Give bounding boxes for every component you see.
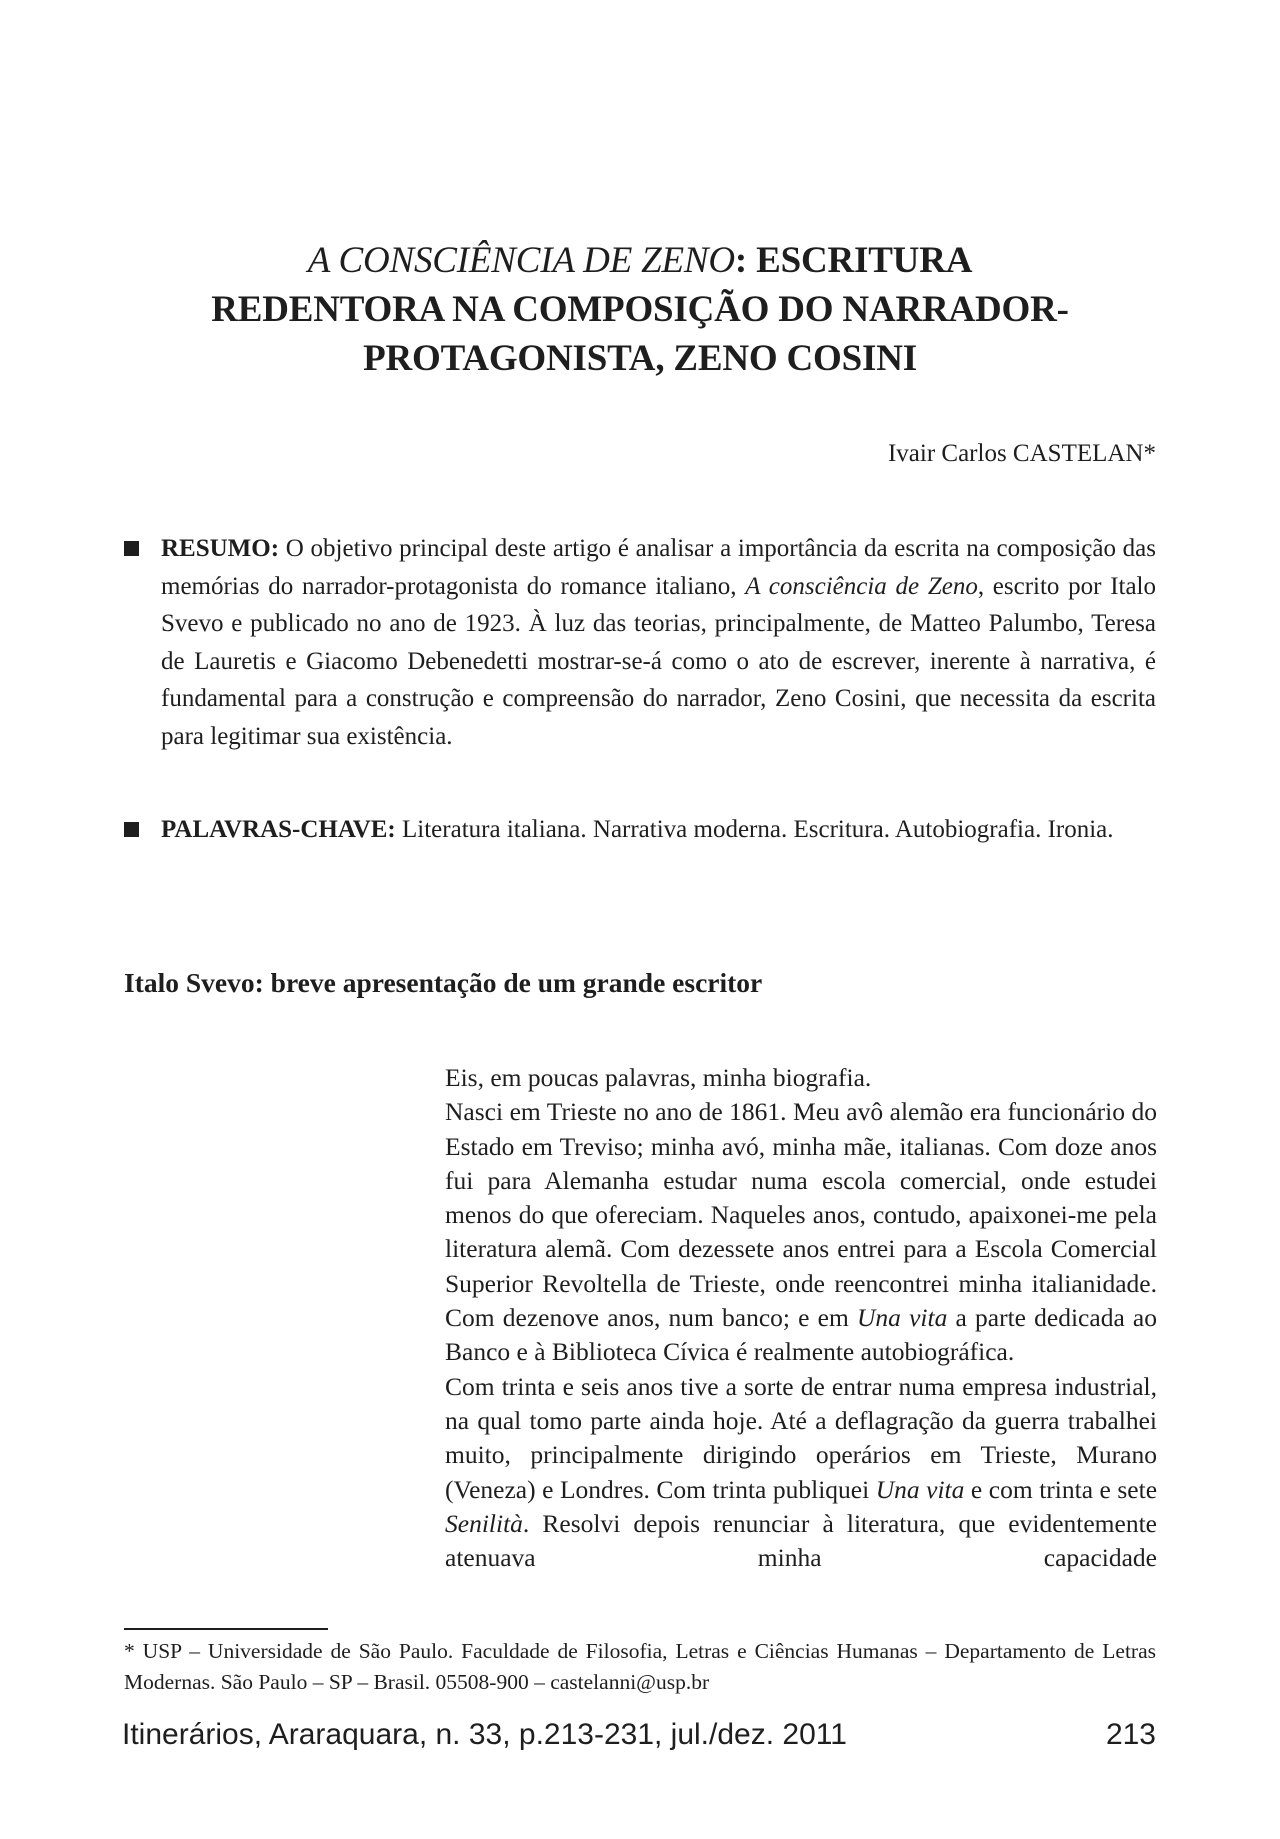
quote-p3-italic-1: Una vita — [875, 1474, 965, 1504]
abstract-italic-title: A consciência de Zeno — [745, 572, 978, 600]
quote-p3-text-b: e com trinta e sete — [964, 1474, 1158, 1504]
abstract-block — [124, 530, 1156, 755]
title-line-1 — [150, 236, 1130, 285]
page-number: 213 — [1105, 1718, 1156, 1751]
section-heading: Italo Svevo: breve apresentação de um grande escritor — [124, 967, 763, 998]
quote-p2-italic: Una vita — [857, 1303, 948, 1333]
quote-paragraph-3 — [445, 1370, 1157, 1576]
square-bullet-icon — [124, 822, 139, 837]
title-line-2: REDENTORA NA COMPOSIÇÃO DO NARRADOR- — [211, 289, 1069, 330]
keywords-block — [124, 811, 1156, 849]
footnote: * USP – Universidade de São Paulo. Faculdade de Filosofia, Letras e Ciências Humanas – Departamento de Letras Modernas. São Paulo – SP – Brasil. 05508-900 – castelanni@usp.br — [124, 1639, 1156, 1694]
quote-paragraph-2 — [445, 1095, 1157, 1369]
author-name: Ivair Carlos CASTELAN* — [887, 440, 1156, 467]
abstract-text-2: , escrito por Italo Svevo e publicado no ano de 1923. À luz das teorias, principalmente, de Matteo Palumbo, Teresa de Lauretis e Giacomo Debenedetti mostrar-se-á como o ato de escrever, inerente à narrativa, é fundamental para a construção e compreensão do narrador, Zeno Cosini, que necessita da escrita para legitimar sua existência. — [161, 572, 1157, 750]
keywords-label: PALAVRAS-CHAVE: — [161, 816, 396, 843]
footnote-divider — [124, 1628, 328, 1630]
quote-p3-text-c: . Resolvi depois renunciar à literatura, que evidentemente atenuava minha capacidade — [445, 1508, 1157, 1573]
quote-paragraph-1: Eis, em poucas palavras, minha biografia. — [445, 1063, 872, 1092]
journal-citation: Itinerários, Araraquara, n. 33, p.213-231, jul./dez. 2011 — [122, 1718, 847, 1751]
title-line-3: PROTAGONISTA, ZENO COSINI — [363, 338, 917, 379]
square-bullet-icon — [124, 541, 139, 556]
article-title — [150, 236, 1130, 383]
quote-p3-text-a: Com trinta e seis anos tive a sorte de entrar numa empresa industrial, na qual tomo parte ainda hoje. Até a deflagração da guerra trabalhei muito, principalmente dirigindo operários em Trieste, Murano (Veneza) e Londres. Com trinta publiquei — [445, 1371, 1157, 1504]
title-line-1-rest: : ESCRITURA — [734, 240, 973, 281]
abstract-text-1: O objetivo principal deste artigo é analisar a importância da escrita na composição das memórias do narrador-protagonista do romance italiano, — [161, 535, 1156, 600]
keywords-text: Literatura italiana. Narrativa moderna. Escritura. Autobiografia. Ironia. — [395, 816, 1114, 843]
abstract-label: RESUMO: — [161, 535, 280, 562]
quote-p2-text-b: a parte dedicada ao Banco e à Biblioteca Cívica é realmente autobiográfica. — [445, 1303, 1158, 1367]
block-quote — [445, 1061, 1157, 1575]
title-italic-work: A CONSCIÊNCIA DE ZENO — [307, 240, 735, 281]
quote-p3-italic-2: Senilità — [445, 1508, 523, 1538]
quote-p2-text-a: Nasci em Trieste no ano de 1861. Meu avô alemão era funcionário do Estado em Treviso; minha avó, minha mãe, italianas. Com doze anos fui para Alemanha estudar numa escola comercial, onde estudei menos do que ofereciam. Naqueles anos, contudo, apaixonei-me pela literatura alemã. Com dezessete anos entrei para a Escola Comercial Superior Revoltella de Trieste, onde reencontrei minha italianidade. Com dezenove anos, num banco; e em — [445, 1097, 1157, 1333]
